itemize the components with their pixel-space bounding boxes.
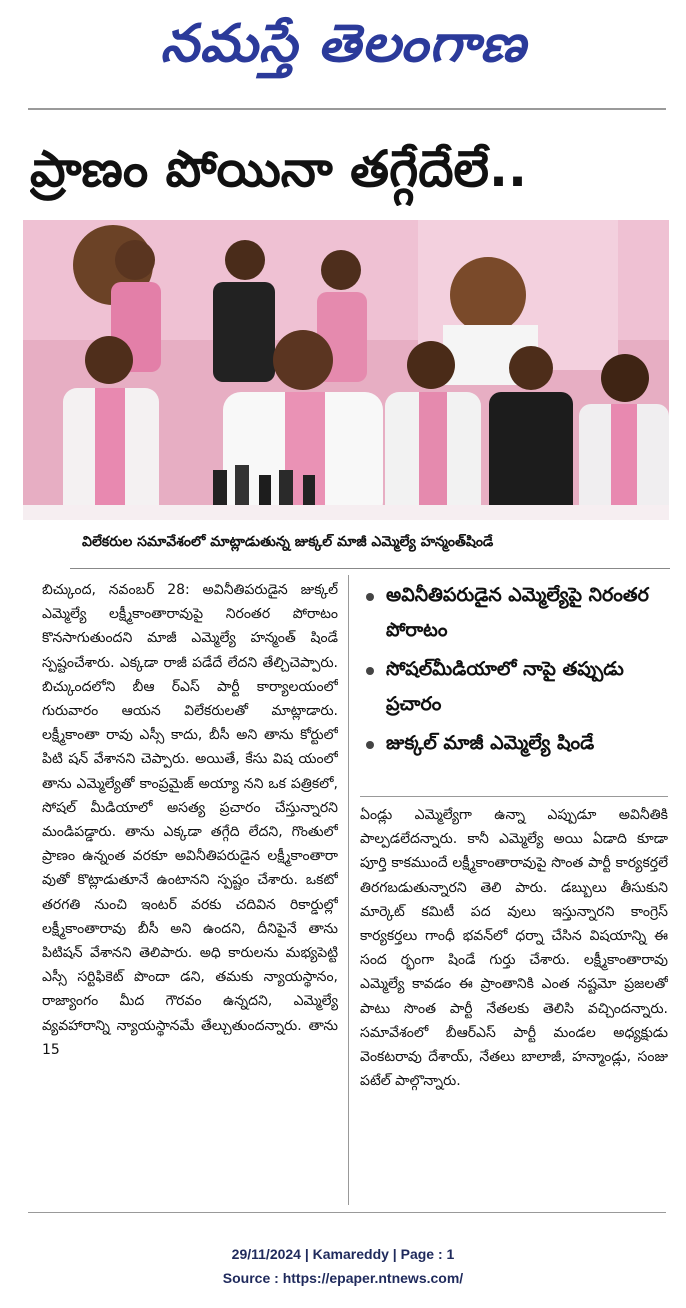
photo-caption: విలేకరుల సమావేశంలో మాట్లాడుతున్న జుక్కల్ మాజీ ఎమ్మెల్యే హన్మంత్‌షిండే [82,534,494,550]
article-body-left-column: బిచ్కుంద, నవంబర్ 28: అవినీతిపరుడైన జుక్కల్ ఎమ్మెల్యే లక్ష్మీకాంతారావుపై నిరంతర పోరాటం కొనసాగుతుందని మాజీ ఎమ్మెల్యే హన్మంత్ షిండే స్పష్టంచేశారు. ఎక్కడా రాజీ పడేదే లేదని తేల్చిచెప్పారు. బిచ్కుందలోని బీఆ ర్ఎస్ పార్టీ కార్యాలయంలో గురువారం ఆయన విలేకరులతో మాట్లాడారు. లక్ష్మీకాంతా రావు ఎస్సీ కాదు, బీసీ అని తాను కోర్టులో పిటి షన్ వేశానని చెప్పారు. అయితే, కేసు విష యంలో తాను ఎమ్మెల్యేతో కాంప్రమైజ్ అయ్యా నని ఒక పత్రికలో, సోషల్ మీడియాలో అసత్య ప్రచారం చేస్తున్నారని మండిపడ్డారు. తాను ఎక్కడా తగ్గేది లేదని, గొంతులో ప్రాణం ఉన్నంత వరకూ అవినీతిపరుడైన లక్ష్మీకాంతారా వుతో కొట్లాడుతూనే ఉంటానని స్పష్టం చేశారు. ఒకటో తరగతి నుంచి ఇంటర్ వరకు చదివిన రికార్డుల్లో లక్ష్మీకాంతారావు బీసీ అని ఉందని, దీనిపైనే తాను పిటిషన్ వేశానని తెలిపారు. అధి కారులను మభ్యపెట్టి ఎస్సీ సర్టిఫికెట్ పొందా డని, తమకు న్యాయస్థానం, రాజ్యాంగం మీద గౌరవం ఉన్నదని, ఎమ్మెల్యే వ్యవహారాన్ని న్యాయస్థానమే తేల్చుతుందన్నారు. తాను 15 [42,582,338,1058]
bullet-dot-icon [366,667,374,675]
top-divider [28,108,666,110]
footer-source-link[interactable]: Source : https://epaper.ntnews.com/ [222,1270,464,1286]
highlight-bullet [360,652,676,722]
bullet-text: జుక్కల్ మాజీ ఎమ్మెల్యే షిండే [386,732,595,754]
newspaper-title: నమస్తే తెలంగాణ [159,13,527,74]
highlight-bullets [360,578,676,793]
article-body-right-column: ఏండ్లు ఎమ్మెల్యేగా ఉన్నా ఎప్పుడూ అవినీతికి పాల్పడలేదన్నారు. కానీ ఎమ్మెల్యే అయి ఏడాది కూడా పూర్తి కాకముందే లక్ష్మీకాంతారావుపై సొంత పార్టీ కార్యకర్తలే తిరగబడుతున్నారని తెలి పారు. డబ్బులు తీసుకుని మార్కెట్ కమిటీ పద వులు ఇస్తున్నారని కాంగ్రెస్ కార్యకర్తలు గాంధీ భవన్‌లో ధర్నా చేసిన విషయాన్ని ఈ సంద ర్భంగా షిండే గుర్తు చేశారు. లక్ష్మీకాంతారావు ఎమ్మెల్యే కావడం ఈ ప్రాంతానికి ఎంత నష్టమో ప్రజలతో పాటు సొంత పార్టీ నేతలకు తెలిసి వచ్చిందన్నారు. సమావేశంలో బీఆర్ఎస్ పార్టీ మండల అధ్యక్షుడు వెంకటరావు దేశాయ్, నేతలు బాలాజీ, హన్మాండ్లు, సంజు పటేల్ పాల్గొన్నారు. [360,807,668,1090]
bottom-divider [28,1212,666,1213]
highlight-bullet [360,578,676,648]
photo-illustration [23,220,669,520]
caption-divider [70,568,670,569]
bullet-text: సోషల్‌మీడియాలో నాపై తప్పుడు ప్రచారం [386,658,624,715]
column-divider [348,575,349,1205]
bullet-dot-icon [366,741,374,749]
bullet-dot-icon [366,593,374,601]
bullet-text: అవినీతిపరుడైన ఎమ్మెల్యేపై నిరంతర పోరాటం [386,584,649,641]
bullets-divider [360,796,668,797]
footer-dateline: 29/11/2024 | Kamareddy | Page : 1 [231,1246,455,1262]
masthead [0,0,686,100]
article-headline: ప్రాణం పోయినా తగ్గేదేలే.. [30,140,527,198]
press-conference-photo [23,220,669,520]
highlight-bullet [360,726,676,761]
